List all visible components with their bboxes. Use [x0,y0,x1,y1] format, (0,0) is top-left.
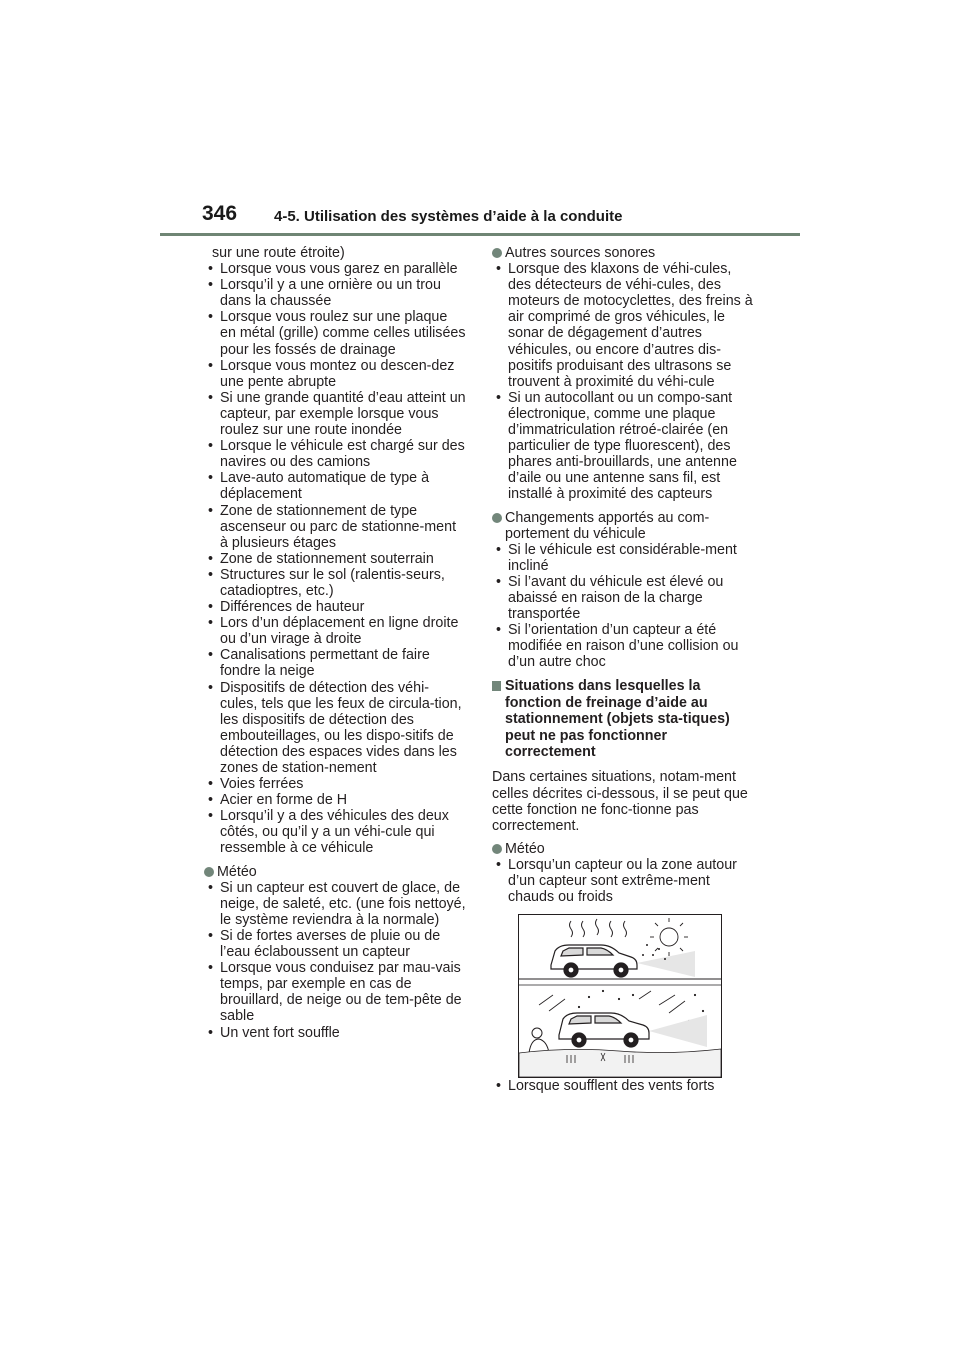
meteo-right-list [492,857,754,905]
bullet-dot-icon [492,844,502,854]
sensor-beam-lower-icon [649,1015,707,1047]
list-item: • Lorsqu’il y a des véhicules des deux côtés, ou qu’il y a un véhi-cule qui ressemble à ce véhicule [204,808,466,856]
vehicle-changes-list [492,542,754,671]
category-title: Météo [217,863,257,880]
category-title: Changements apportés au com-portement du véhicule [505,509,710,542]
list-item: • Lorsque vous vous garez en parallèle [204,261,466,277]
list-item: • Lorsque soufflent des vents forts [492,1078,754,1094]
list-item: • Acier en forme de H [204,792,466,808]
list-item: • Lorsque le véhicule est chargé sur des navires ou des camions [204,438,466,470]
section-title: 4-5. Utilisation des systèmes d’aide à la conduite [274,208,623,225]
category-vehicle-changes [492,510,754,542]
list-item: • Différences de hauteur [204,599,466,615]
header-rule [160,233,800,236]
sun-icon [650,918,688,956]
list-item: • Si un autocollant ou un compo-sant électronique, comme une plaque d’immatriculation rétroé-clairée (en particulier de type fluorescent), des phares anti-brouillards, une antenne d’aile ou une antenne sans fil, est installé à proximité des capteurs [492,390,754,503]
page-header [160,202,800,236]
left-column [204,245,466,1041]
sound-sources-list [492,261,754,502]
list-item: • Lorsqu’un capteur ou la zone autour d’un capteur sont extrême-ment chauds ou froids [492,857,754,905]
snowfall-icon [539,991,685,1013]
list-item: • Canalisations permettant de faire fondre la neige [204,647,466,679]
list-item: • Lorsque des klaxons de véhi-cules, des détecteurs de véhi-cules, des moteurs de motocyclettes, des freins à air comprimé de gros véhicules, le sonar de dégagement d’autres véhicules, ou encore d’autres dis-positifs produisant des ultrasons se trouvent à proximité du véhi-cule [492,261,754,390]
category-title: Météo [505,840,545,857]
after-illustration-list [492,1078,754,1094]
list-item: • Si le véhicule est considérable-ment incliné [492,542,754,574]
weather-illustration [518,914,722,1078]
sub-heading-text: Situations dans lesquelles la fonction de freinage d’aide au stationnement (objets sta-tiques) peut ne pas fonctionner correctement [505,678,730,761]
list-item: • Si un capteur est couvert de glace, de neige, de saleté, etc. (une fois nettoyé, le système reviendra à la normale) [204,880,466,928]
bullet-dot-icon [492,513,502,523]
category-title: Autres sources sonores [505,245,656,261]
list-item: • Lorsque vous montez ou descen-dez une pente abrupte [204,358,466,390]
sensor-beam-icon [637,951,695,977]
page-number: 346 [202,202,238,225]
paragraph: Dans certaines situations, notam-ment celles décrites ci-dessous, il se peut que cette fonction ne fonc-tionne pas correctement. [492,769,748,834]
category-sound-sources [492,245,754,261]
list-item: • Dispositifs de détection des véhi-cules, tels que les feux de circula-tion, les dispositifs de détection des embouteillages, ou les dispo-sitifs de détection des espaces vides dans les zones de station-nement [204,680,466,777]
list-item: • Voies ferrées [204,776,466,792]
sub-heading [492,678,754,760]
list-item: • Zone de stationnement de type ascenseur ou parc de stationne-ment à plusieurs étages [204,503,466,551]
category-meteo-left [204,864,466,880]
category-meteo-right [492,841,754,857]
meteo-bullet-list [204,880,466,1041]
list-item: • Lorsque vous roulez sur une plaque en métal (grille) comme celles utilisées pour les fossés de drainage [204,309,466,357]
square-bullet-icon [492,681,501,691]
list-item: • Si l’orientation d’un capteur a été modifiée en raison d’une collision ou d’un autre choc [492,622,754,670]
car-lower-icon [559,1013,649,1047]
list-item: • Si de fortes averses de pluie ou de l’eau éclaboussent un capteur [204,928,466,960]
list-item: • Si une grande quantité d’eau atteint un capteur, par exemple lorsque vous roulez sur une route inondée [204,390,466,438]
list-item: • Lorsqu’il y a une ornière ou un trou dans la chaussée [204,277,466,309]
list-item: • Structures sur le sol (ralentis-seurs, catadioptres, etc.) [204,567,466,599]
car-weather-illustration-icon [519,915,721,1077]
person-icon [529,1028,549,1053]
list-item: • Zone de stationnement souterrain [204,551,466,567]
car-upper-icon [551,945,637,977]
bullet-dot-icon [204,867,214,877]
right-column [492,245,754,1094]
left-bullet-list [204,261,466,856]
spray-dots-icon [642,944,666,960]
list-item: • Si l’avant du véhicule est élevé ou abaissé en raison de la charge transportée [492,574,754,622]
list-item: • Lave-auto automatique de type à déplacement [204,470,466,502]
list-item: • Lors d’un déplacement en ligne droite ou d’un virage à droite [204,615,466,647]
bullet-dot-icon [492,248,502,258]
list-item: • Un vent fort souffle [204,1025,466,1041]
heat-waves-icon [570,919,627,937]
continuation-text: sur une route étroite) [212,245,345,261]
list-item: • Lorsque vous conduisez par mau-vais temps, par exemple en cas de brouillard, de neige ou de tem-pête de sable [204,960,466,1024]
